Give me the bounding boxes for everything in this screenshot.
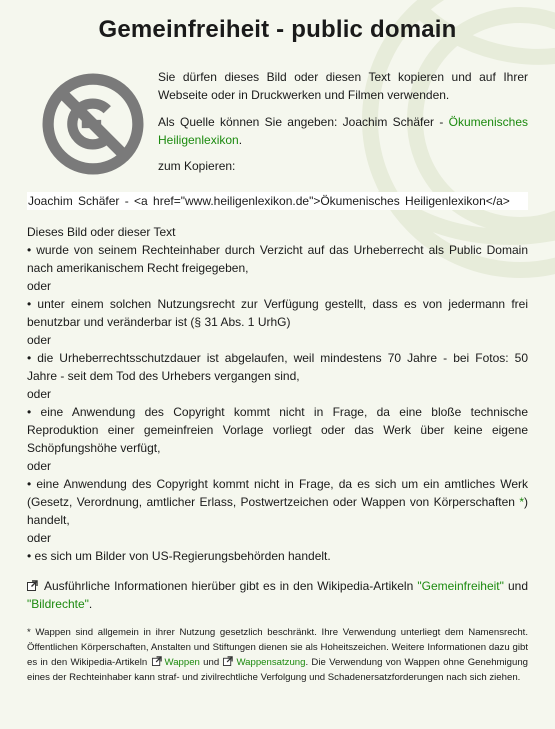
- condition-text: • eine Anwendung des Copyright kommt nicht in Frage, da es sich um ein amtliches Werk (Gesetz, Verordnung, amtlicher Erlass, Postwertzeichen oder Wappen von Körperschaften: [27, 477, 528, 509]
- or-separator: oder: [27, 279, 52, 293]
- wikipedia-info-text: Ausführliche Informationen hierüber gibt es in den Wikipedia-Artikeln: [44, 579, 414, 593]
- copy-code-snippet[interactable]: Joachim Schäfer - <a href="www.heiligenlexikon.de">Ökumenisches Heiligenlexikon</a>: [27, 192, 528, 210]
- bildrechte-link[interactable]: "Bildrechte": [27, 597, 89, 611]
- wappensatzung-link[interactable]: Wappensatzung: [236, 657, 306, 668]
- condition-item: • eine Anwendung des Copyright kommt nicht in Frage, da eine bloße technische Reproduktion einer gemeinfreien Vorlage vorliegt oder das Werk über keine eigene Schöpfungshöhe verfügt,: [27, 405, 528, 455]
- conditions-lead: Dieses Bild oder dieser Text: [27, 225, 176, 239]
- source-suffix: .: [238, 133, 243, 147]
- footnote: [27, 625, 528, 685]
- wikipedia-info: [27, 577, 528, 613]
- and-text: und: [199, 657, 223, 668]
- or-separator: oder: [27, 531, 52, 545]
- or-separator: oder: [27, 333, 52, 347]
- external-link-icon: [27, 580, 38, 591]
- period-text: .: [88, 597, 93, 611]
- condition-item: [27, 475, 528, 529]
- heiligenlexikon-link[interactable]: Ökumenisches Heiligenlexikon: [158, 115, 528, 147]
- intro-text: [158, 68, 528, 175]
- condition-item: • unter einem solchen Nutzungsrecht zur Verfügung gestellt, dass es von jedermann frei benutzbar und veränderbar ist (§ 31 Abs. 1 UrhG): [27, 297, 528, 329]
- usage-permission-text: Sie dürfen dieses Bild oder diesen Text kopieren und auf Ihrer Webseite oder in Druckwerken und Filmen verwenden.: [158, 70, 528, 102]
- source-attribution-text: [158, 113, 528, 149]
- or-separator: oder: [27, 387, 52, 401]
- footnote-text-end: . Die Verwendung von Wappen ohne Genehmigung eines der Rechteinhaber kann straf- und zivilrechtliche Verfolgung und Schadenersatzforderungen nach sich ziehen.: [27, 657, 528, 683]
- external-link-icon: [223, 656, 233, 666]
- public-domain-icon: [42, 73, 144, 175]
- copy-label: zum Kopieren:: [158, 159, 236, 173]
- page-title: Gemeinfreiheit - public domain: [98, 16, 457, 43]
- wappen-link[interactable]: Wappen: [164, 657, 200, 668]
- or-separator: oder: [27, 459, 52, 473]
- external-link-icon: [152, 656, 162, 666]
- source-prefix: Als Quelle können Sie angeben: Joachim Schäfer -: [158, 115, 449, 129]
- conditions-list: [27, 223, 528, 565]
- and-text: und: [503, 579, 528, 593]
- condition-item: • es sich um Bilder von US-Regierungsbehörden handelt.: [27, 549, 331, 563]
- footnote-text: * Wappen sind allgemein in ihrer Nutzung gesetzlich beschränkt. Ihre Verwendung unterliegt dem Namensrecht. Öffentlichen Körperschaften, Anstalten und Stiftungen dienen sie als Hoheitszeichen. Weitere Informationen dazu gibt es in den Wikipedia-Artikeln: [27, 627, 528, 668]
- condition-item: • wurde von seinem Rechteinhaber durch Verzicht auf das Urheberrecht als Public Domain nach amerikanischem Recht freigegeben,: [27, 243, 528, 275]
- condition-text-end: ) handelt,: [27, 495, 528, 527]
- intro-section: [27, 68, 528, 218]
- gemeinfreiheit-link[interactable]: "Gemeinfreiheit": [417, 579, 504, 593]
- footnote-star-link[interactable]: *: [519, 495, 524, 509]
- condition-item: • die Urheberrechtsschutzdauer ist abgelaufen, weil mindestens 70 Jahre - bei Fotos: 50 Jahre - seit dem Tod des Urhebers vergangen sind,: [27, 351, 528, 383]
